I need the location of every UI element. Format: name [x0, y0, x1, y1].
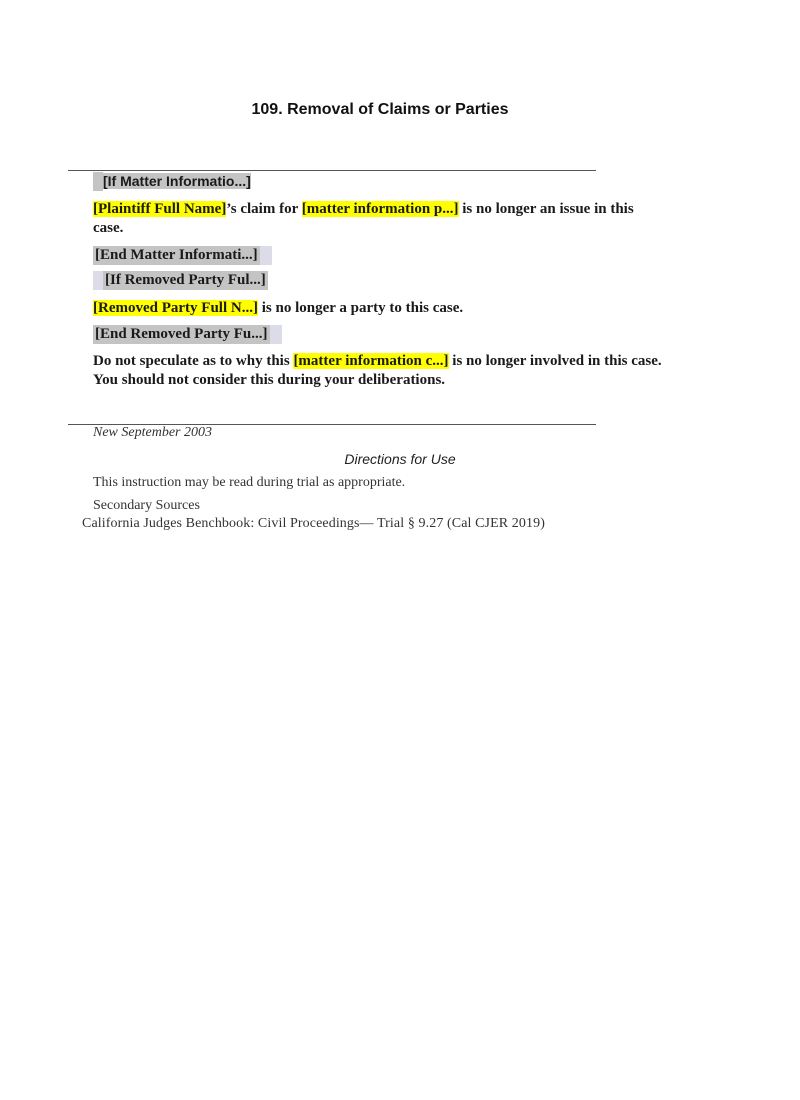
- matter-information-field[interactable]: [matter information p...]: [301, 201, 459, 217]
- directions-text: This instruction may be read during trial as appropriate.: [93, 475, 406, 490]
- matter-information-field[interactable]: [matter information c...]: [293, 353, 449, 369]
- removed-party-field[interactable]: [Removed Party Full N...]: [93, 300, 258, 316]
- paragraph-party-removed: [93, 299, 463, 318]
- end-matter-tag[interactable]: [93, 246, 272, 265]
- plaintiff-name-field[interactable]: [Plaintiff Full Name]: [93, 201, 227, 217]
- top-divider: [68, 170, 596, 171]
- if-matter-tag[interactable]: [93, 172, 251, 191]
- secondary-sources-heading: Secondary Sources: [93, 498, 200, 513]
- if-removed-tag-label[interactable]: [If Removed Party Ful...]: [105, 272, 266, 288]
- if-matter-tag-label[interactable]: [If Matter Informatio...]: [103, 173, 251, 189]
- paragraph-text: case.: [93, 220, 124, 236]
- secondary-sources-citation: California Judges Benchbook: Civil Proceedings— Trial § 9.27 (Cal CJER 2019): [82, 516, 545, 531]
- end-matter-tag-label[interactable]: [End Matter Informati...]: [95, 247, 258, 263]
- paragraph-text: is no longer involved in this case.: [448, 353, 662, 369]
- paragraph-text: You should not consider this during your deliberations.: [93, 372, 446, 388]
- page-title: 109. Removal of Claims or Parties: [251, 101, 509, 118]
- end-removed-tag[interactable]: [93, 325, 282, 344]
- end-removed-tag-label[interactable]: [End Removed Party Fu...]: [95, 326, 268, 342]
- if-removed-tag[interactable]: [93, 271, 268, 290]
- history-note: New September 2003: [93, 425, 212, 440]
- paragraph-text: ’s claim for: [226, 201, 302, 217]
- directions-heading: Directions for Use: [344, 451, 456, 467]
- paragraph-text: Do not speculate as to why this: [93, 353, 294, 369]
- paragraph-text: is no longer a party to this case.: [257, 300, 464, 316]
- paragraph-text: is no longer an issue in this: [458, 201, 634, 217]
- paragraph-do-not-speculate: [93, 352, 662, 390]
- paragraph-claim-removed: [93, 200, 634, 238]
